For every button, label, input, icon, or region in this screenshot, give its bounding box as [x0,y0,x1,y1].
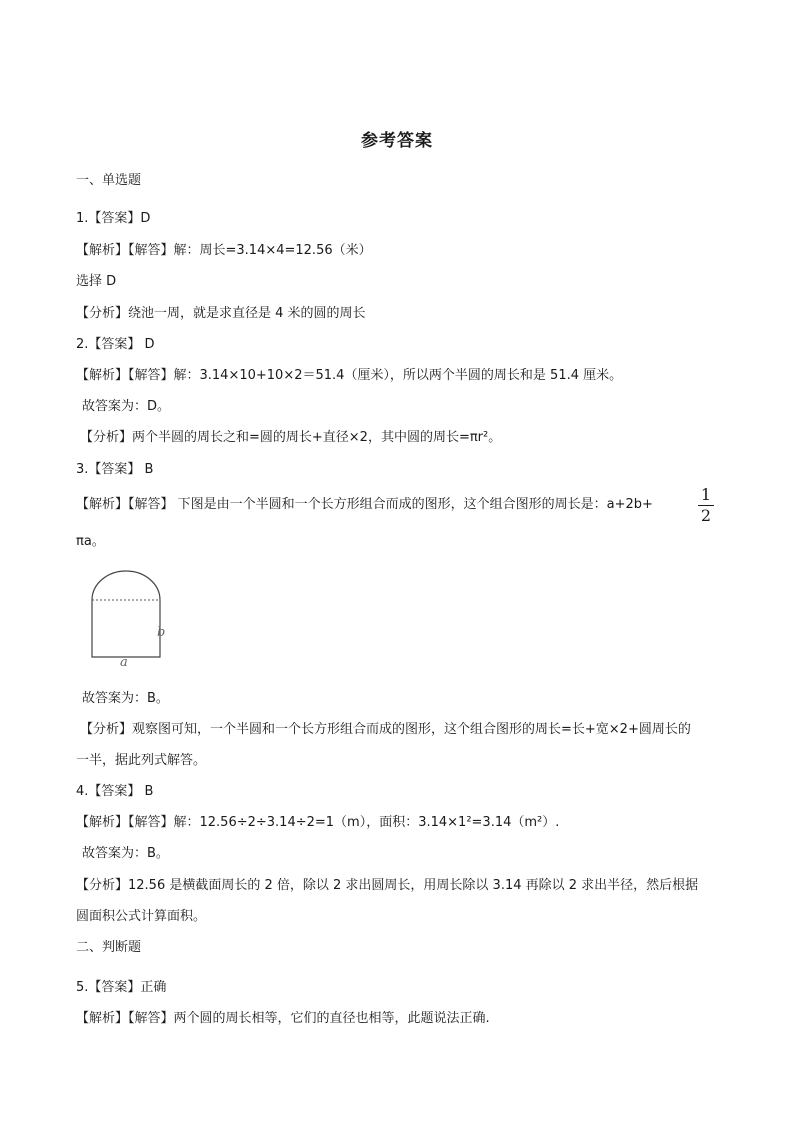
page-title: 参考答案 [361,131,433,151]
answer-line: 4.【答案】 B [76,784,154,799]
choice-line: 选择 D [76,274,117,289]
fig-label-a: a [120,655,128,670]
fig-label-b: b [157,625,166,640]
note-line: 【分析】两个半圆的周长之和=圆的周长+直径×2，其中圆的周长=πr²。 [80,430,502,445]
note-line: 【分析】观察图可知，一个半圆和一个长方形组合而成的图形，这个组合图形的周长=长+宽×2+圆周长的 [80,722,691,737]
conclusion-line: 故答案为：B。 [82,846,169,861]
fraction [698,486,714,525]
note-line: 【分析】绕池一周，就是求直径是 4 米的圆的周长 [76,306,366,321]
answer-line: 3.【答案】 B [76,462,154,477]
composite-shape-figure [84,566,184,674]
note-line: 一半，据此列式解答。 [76,753,207,768]
section-heading: 二、判断题 [76,940,142,955]
answer-line: 5.【答案】正确 [76,980,167,995]
analysis-line: 【解析】【解答】解：周长=3.14×4=12.56（米） [76,243,372,258]
analysis-line: πa。 [76,534,105,549]
note-line: 圆面积公式计算面积。 [76,909,207,924]
analysis-line: 【解析】【解答】解：3.14×10+10×2＝51.4（厘米），所以两个半圆的周长和是 51.4 厘米。 [76,368,623,383]
analysis-line: 【解析】【解答】 下图是由一个半圆和一个长方形组合而成的图形，这个组合图形的周长是：a+2b+ [76,497,653,512]
conclusion-line: 故答案为：B。 [82,691,169,706]
conclusion-line: 故答案为：D。 [82,399,171,414]
analysis-line: 【解析】【解答】两个圆的周长相等，它们的直径也相等，此题说法正确. [76,1011,490,1026]
answer-line: 2.【答案】 D [76,337,155,352]
note-line: 【分析】12.56 是横截面周长的 2 倍，除以 2 求出圆周长，用周长除以 3.14 再除以 2 求出半径，然后根据 [76,878,699,893]
section-heading: 一、单选题 [76,173,142,188]
answer-line: 1.【答案】D [76,211,151,226]
fraction-numerator: 1 [700,485,712,504]
fraction-denominator: 2 [700,506,712,525]
analysis-line: 【解析】【解答】解：12.56÷2÷3.14÷2=1（m），面积：3.14×1²=3.14（m²）. [76,815,560,830]
